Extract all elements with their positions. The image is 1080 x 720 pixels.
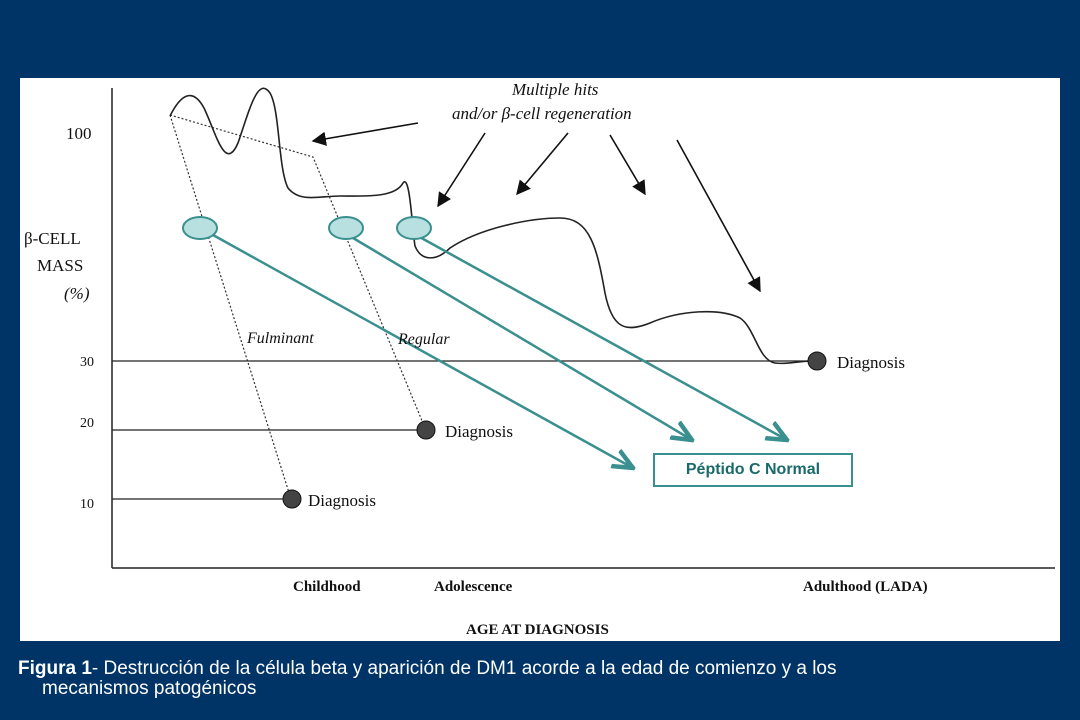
arrow-hit-2 xyxy=(517,133,568,194)
y-axis-title-line1: β-CELL xyxy=(24,229,81,248)
caption-prefix: Figura 1 xyxy=(18,658,92,679)
x-category-adolescence: Adolescence xyxy=(434,579,513,595)
diagnosis-label-adolescence: Diagnosis xyxy=(445,422,513,441)
y-tick-10: 10 xyxy=(80,497,94,512)
y-tick-20: 20 xyxy=(80,416,94,431)
beta-cell-diagram xyxy=(20,78,1060,641)
teal-marker-2 xyxy=(329,217,363,239)
x-axis-title: AGE AT DIAGNOSIS xyxy=(466,622,609,638)
x-category-childhood: Childhood xyxy=(293,579,361,595)
teal-arrow-3 xyxy=(416,235,787,440)
diagnosis-dot-adolescence xyxy=(417,421,435,439)
y-tick-100: 100 xyxy=(66,124,92,143)
fulminant-line xyxy=(170,115,291,499)
teal-marker-3 xyxy=(397,217,431,239)
figure-panel xyxy=(20,78,1060,641)
y-tick-30: 30 xyxy=(80,355,94,370)
caption-text-line2: mecanismos patogénicos xyxy=(42,678,257,699)
arrow-hit-1 xyxy=(438,133,485,206)
y-axis-title-line3: (%) xyxy=(64,284,90,303)
annotation-line2: and/or β-cell regeneration xyxy=(452,104,632,123)
caption-text-line1: - Destrucción de la célula beta y aparición de DM1 acorde a la edad de comienzo y a los xyxy=(91,658,837,679)
regular-line xyxy=(170,115,425,428)
teal-marker-1 xyxy=(183,217,217,239)
figure-caption xyxy=(18,659,1068,699)
peptide-c-normal-box: Péptido C Normal xyxy=(653,453,853,487)
regular-label: Regular xyxy=(398,331,450,348)
diagnosis-label-childhood: Diagnosis xyxy=(308,491,376,510)
annotation-line1: Multiple hits xyxy=(512,80,599,99)
y-axis-title-line2: MASS xyxy=(37,256,84,275)
diagnosis-dot-adulthood xyxy=(808,352,826,370)
arrow-hit-3 xyxy=(610,135,645,194)
diagnosis-label-adulthood: Diagnosis xyxy=(837,353,905,372)
diagnosis-dot-childhood xyxy=(283,490,301,508)
fulminant-label: Fulminant xyxy=(247,330,314,347)
arrow-hit-4 xyxy=(677,140,760,291)
arrow-to-dotted xyxy=(313,123,418,141)
x-category-adulthood: Adulthood (LADA) xyxy=(803,579,928,595)
